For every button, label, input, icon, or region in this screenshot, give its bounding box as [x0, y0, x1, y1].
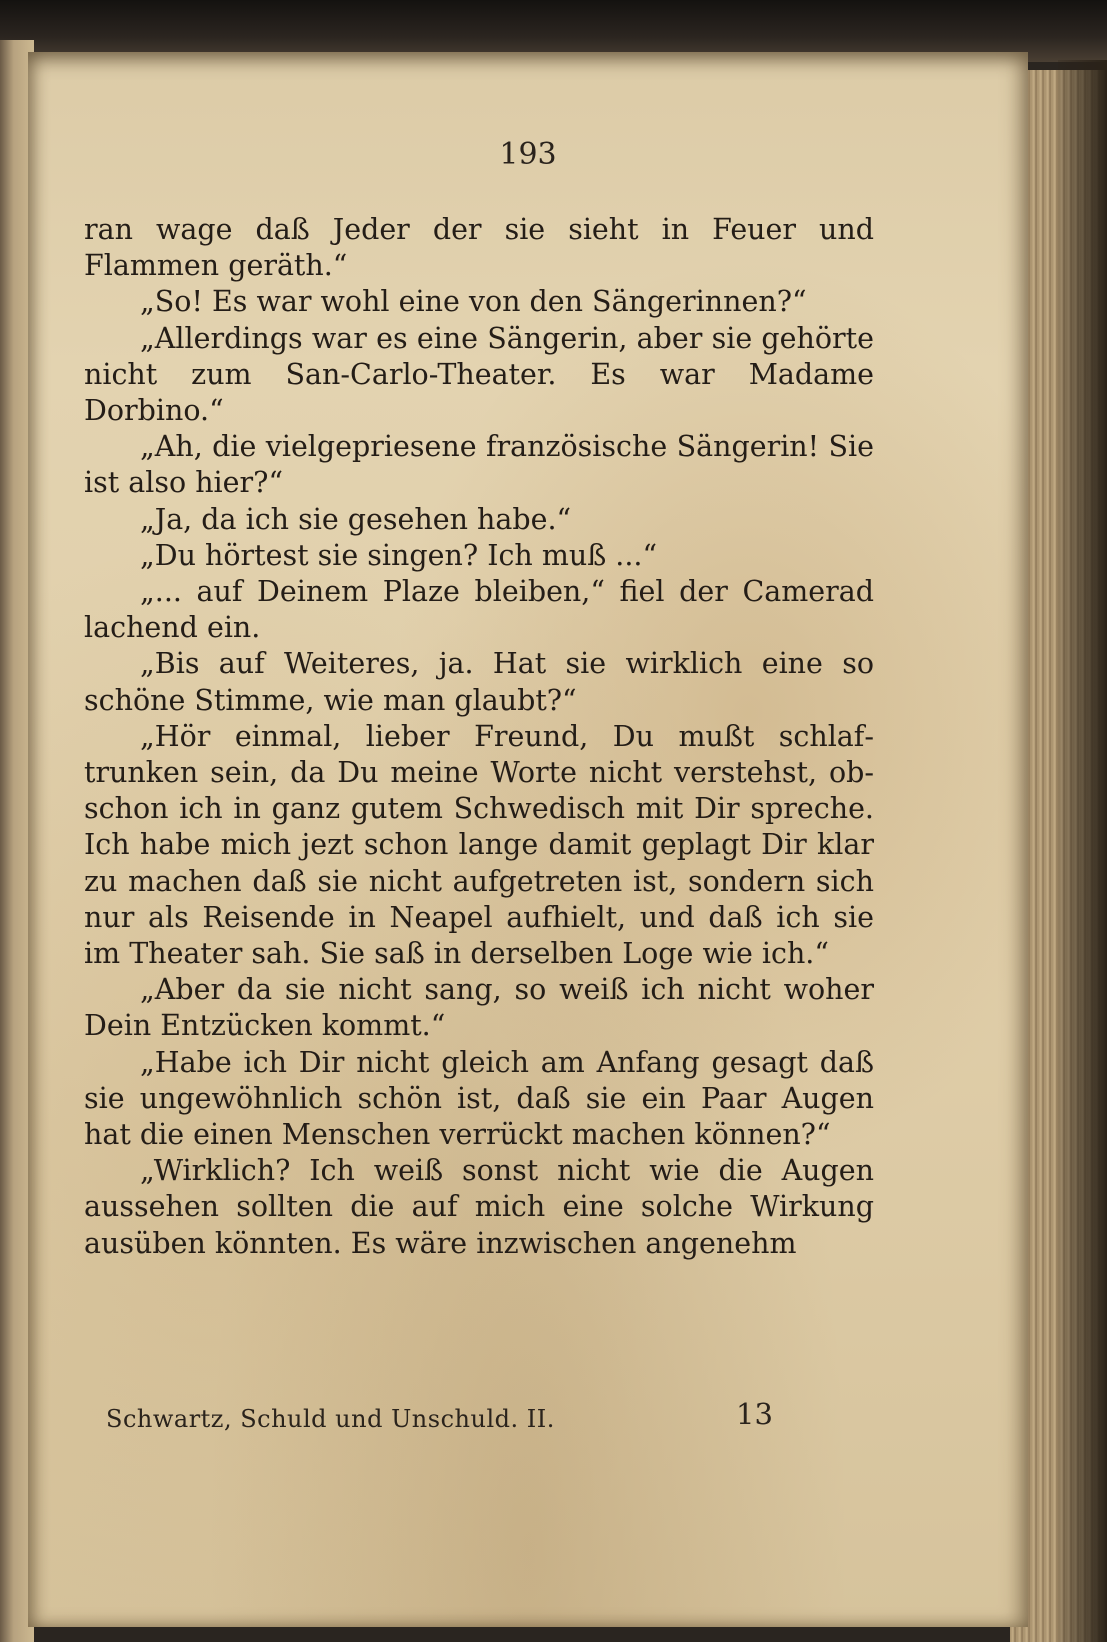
paragraph: „Allerdings war es eine Sängerin, aber sie gehörte nicht zum San-Carlo-Theater. Es war Madame Dorbino.“ — [84, 321, 874, 428]
paragraph: „... auf Deinem Plaze bleiben,“ fiel der Camerad lachend ein. — [84, 575, 874, 645]
body-text — [84, 212, 874, 1262]
paragraph: „Ja, da ich sie gesehen habe.“ — [140, 502, 572, 536]
paragraph: „So! Es war wohl eine von den Sängerinnen?“ — [140, 285, 807, 319]
running-title: Schwartz, Schuld und Unschuld. II. — [106, 1405, 555, 1433]
paragraph: ran wage daß Jeder der sie sieht in Feuer und Flammen geräth.“ — [84, 213, 874, 283]
page-number: 193 — [499, 137, 557, 172]
paragraph: „Habe ich Dir nicht gleich am Anfang gesagt daß sie ungewöhnlich schön ist, daß sie ein Paar Augen hat die einen Menschen verrückt machen können?“ — [84, 1045, 874, 1152]
signature-mark: 13 — [736, 1397, 773, 1431]
paragraph: „Ah, die vielgepriesene französische Sängerin! Sie ist also hier?“ — [84, 430, 874, 500]
book-page — [28, 52, 1028, 1627]
paragraph: „Du hörtest sie singen? Ich muß ...“ — [140, 538, 658, 572]
paragraph: „Aber da sie nicht sang, so weiß ich nicht woher Dein Entzücken kommt.“ — [84, 973, 874, 1043]
cover-shadow — [1058, 60, 1107, 1642]
paragraph: „Bis auf Weiteres, ja. Hat sie wirklich eine so schöne Stimme, wie man glaubt?“ — [84, 647, 874, 717]
paragraph: „Wirklich? Ich weiß sonst nicht wie die Augen aussehen sollten die auf mich eine solche Wirkung ausüben könnten. Es wäre inzwischen angenehm — [84, 1154, 874, 1260]
paragraph: „Hör einmal, lieber Freund, Du mußt schlaftrunken sein, da Du meine Worte nicht verstehst, obschon ich in ganz gutem Schwedisch mit Dir spreche. Ich habe mich jezt schon lange damit geplagt Dir klar zu machen daß sie nicht aufgetreten ist, sondern sich nur als Reisende in Neapel aufhielt, und daß ich sie im Theater sah. Sie saß in derselben Loge wie ich.“ — [84, 719, 874, 971]
